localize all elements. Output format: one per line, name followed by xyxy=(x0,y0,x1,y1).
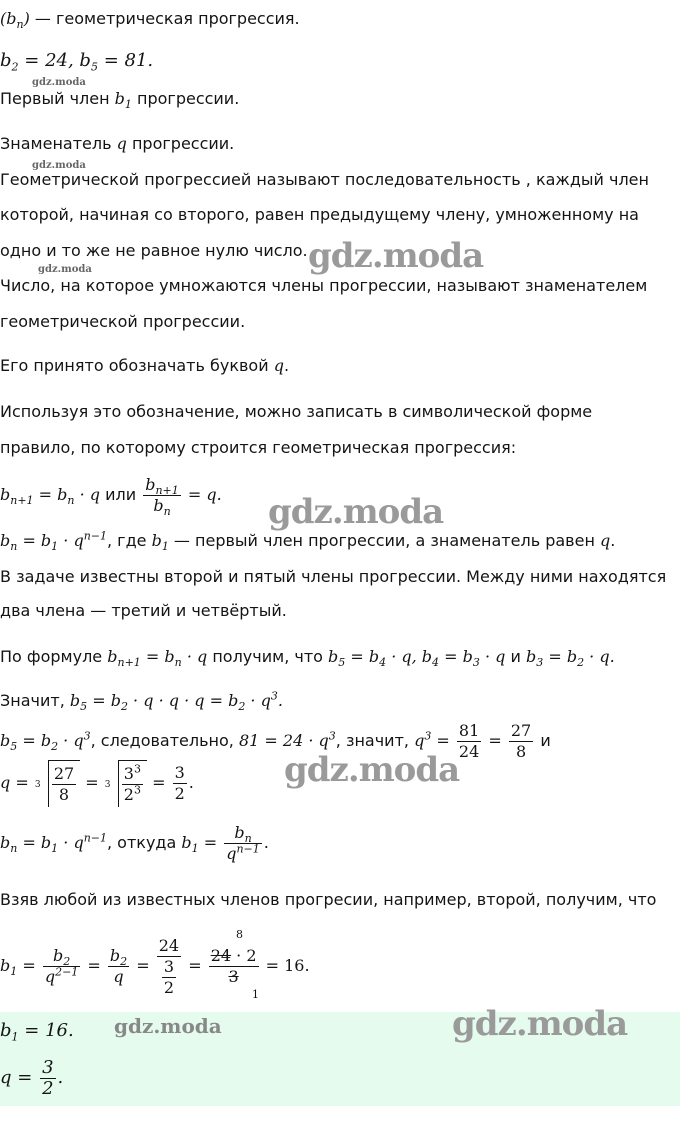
watermark-small: gdz.moda xyxy=(38,264,92,275)
text: По формуле xyxy=(0,647,103,666)
line-first-term: Первый член $b_1$ прогрессии. xyxy=(0,89,240,112)
first-term-formula: $b_n = b_1 \cdot q^{n-1}$, откуда $b_1$ = $\frac{b_n}{q^{n-1}}$ . xyxy=(0,823,269,863)
text: Первый член xyxy=(0,89,110,108)
watermark: gdz.moda xyxy=(452,1004,628,1044)
fraction: $\frac{81}{24}$ xyxy=(458,721,480,761)
reduced-denominator: 1 xyxy=(252,988,259,1001)
cube-equation: $b_5 = b_2 \cdot q^3$, следовательно, $81 = 24 \cdot q^3$, значит, $q^3$ = $\frac{81}{24}$ = $\frac{27}{8}$ и xyxy=(0,721,551,761)
definition-line-1: Геометрической прогрессией называют последовательность , каждый член xyxy=(0,170,649,189)
fraction: $\frac{24 \cdot 2}{3}$ xyxy=(210,946,257,986)
watermark: gdz.moda xyxy=(268,492,444,532)
notation-line: Его принято обозначать буквой q. xyxy=(0,356,290,375)
text: прогрессии. xyxy=(131,134,235,153)
text: — первый член прогрессии, а знаменатель равен xyxy=(173,531,595,550)
text: прогрессии. xyxy=(137,89,240,108)
definition-line-3: одно и то же не равное нулю число. xyxy=(0,241,308,260)
task-line-2: два члена — третий и четвёртый. xyxy=(0,601,287,620)
watermark: gdz.moda xyxy=(284,750,460,790)
text: Его принято обозначать буквой xyxy=(0,356,269,375)
reduced-numerator: 8 xyxy=(236,928,243,941)
text: , следовательно, xyxy=(90,731,234,750)
nth-term-formula: $b_n = b_1 \cdot q^{n-1}$, где $b_1$ — первый член прогрессии, а знаменатель равен q. xyxy=(0,529,616,554)
line-ratio: Знаменатель q прогрессии. xyxy=(0,134,235,153)
calc-intro: Взяв любой из известных членов прогресии, например, второй, получим, что xyxy=(0,890,657,909)
fraction: $\frac{b_2}{q^{2-1}}$ xyxy=(44,946,79,986)
watermark-small: gdz.moda xyxy=(32,160,86,171)
text: или xyxy=(105,485,137,504)
line-progression: $(b_n)$ — геометрическая прогрессия. xyxy=(0,9,300,32)
watermark-small: gdz.moda xyxy=(32,77,86,88)
fraction: $\frac{27}{8}$ xyxy=(510,721,532,761)
text: и xyxy=(540,731,551,750)
text: , откуда xyxy=(107,833,177,852)
text: получим, что xyxy=(212,647,323,666)
ratio-definition-2: геометрической прогрессии. xyxy=(0,312,246,331)
answer-box xyxy=(0,1004,680,1106)
text: — геометрическая прогрессия. xyxy=(34,9,300,28)
fraction: $\frac{b_{n+1}}{b_n}$ xyxy=(145,475,179,519)
answer-first-term: $b_1 = 16$. xyxy=(0,1020,74,1044)
fraction: $\frac{b_n}{q^{n-1}}$ xyxy=(226,823,260,863)
symbolic-line-2: правило, по которому строится геометрическая прогрессия: xyxy=(0,438,517,457)
cube-root: 3 $\frac{3^3}{2^3}$ xyxy=(104,760,147,807)
therefore-line: Значит, $b_5 = b_2 \cdot q \cdot q \cdot q = b_2 \cdot q^3$. xyxy=(0,689,283,714)
text: , где xyxy=(107,531,147,550)
cube-root: 3 $\frac{27}{8}$ xyxy=(34,760,80,807)
fraction: $\frac{3}{2}$ xyxy=(174,763,185,803)
ratio-definition-1: Число, на которое умножаются члены прогрессии, называют знаменателем xyxy=(0,276,648,295)
formula-usage: По формуле $b_{n+1} = b_n \cdot q$ получим, что $b_5 = b_4 \cdot q$, $b_4 = b_3 \cdot q$ и $b_3 = b_2 \cdot q$. xyxy=(0,647,615,670)
cube-root-result: q = 3 $\frac{27}{8}$ = 3 $\frac{3^3}{2^3}$ = $\frac{3}{2}$ . xyxy=(0,760,194,807)
fraction: $\frac{24}{\frac{3}{2}}$ xyxy=(158,935,180,997)
answer-ratio: q = $\frac{3}{2}$ . xyxy=(0,1056,64,1099)
fraction: $\frac{b_2}{q}$ xyxy=(109,946,128,986)
symbolic-line-1: Используя это обозначение, можно записать в символической форме xyxy=(0,402,593,421)
definition-line-2: которой, начиная со второго, равен предыдущему члену, умноженному на xyxy=(0,205,639,224)
text: и xyxy=(510,647,521,666)
text: Знаменатель xyxy=(0,134,112,153)
watermark-medium: gdz.moda xyxy=(114,1014,222,1038)
task-line-1: В задаче известны второй и пятый члены прогрессии. Между ними находятся xyxy=(0,567,667,586)
given-values: $b_2 = 24$, $b_5 = 81$. xyxy=(0,50,154,74)
recurrence-formula: $b_{n+1} = b_n \cdot q$ или $\frac{b_{n+1}}{b_n}$ = q. xyxy=(0,475,222,519)
fraction: $\frac{3}{2}$ xyxy=(42,1056,54,1099)
watermark: gdz.moda xyxy=(308,236,484,276)
text: , значит, xyxy=(335,731,409,750)
first-term-calculation: $b_1$ = $\frac{b_2}{q^{2-1}}$ = $\frac{b_2}{q}$ = $\frac{24}{\frac{3}{2}}$ = $\frac{24 \cdot 2}{3}$ = 16. xyxy=(0,935,310,997)
text: Значит, xyxy=(0,691,65,710)
